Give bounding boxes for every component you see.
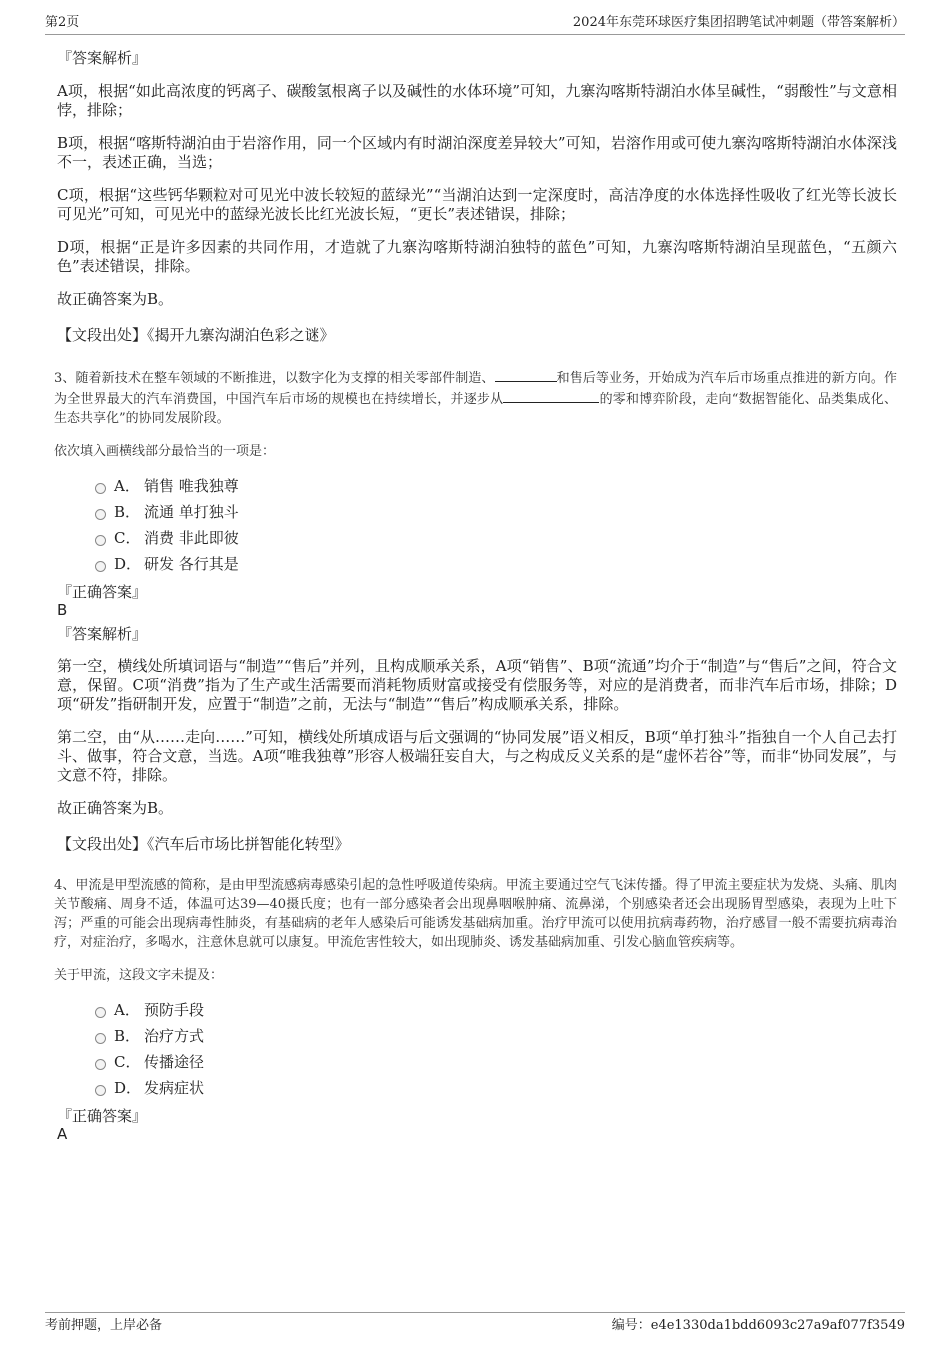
- analysis-paragraph: D项，根据“正是许多因素的共同作用，才造就了九寨沟喀斯特湖泊独特的蓝色”可知，九寨沟喀斯特湖泊呈现蓝色，“五颜六色”表述错误，排除。: [57, 238, 897, 275]
- option-b[interactable]: [95, 499, 897, 525]
- conclusion: 故正确答案为B。: [57, 799, 174, 817]
- option-list: [95, 473, 897, 577]
- analysis-paragraph: C项，根据“这些钙华颗粒对可见光中波长较短的蓝绿光”“当湖泊达到一定深度时，高洁净度的水体选择性吸收了红光等长波长可见光”可知，可见光中的蓝绿光波长比红光波长短，“更长”表述错误，排除；: [57, 186, 897, 223]
- option-text: 预防手段: [144, 1001, 205, 1019]
- radio-icon[interactable]: [95, 1033, 106, 1044]
- option-letter: D．: [114, 1079, 142, 1097]
- option-d[interactable]: [95, 551, 897, 577]
- option-c[interactable]: [95, 525, 897, 551]
- option-text: 流通 单打独斗: [144, 503, 239, 521]
- question-prompt: 关于甲流，这段文字未提及：: [54, 968, 224, 983]
- question-text-part: 3、随着新技术在整车领域的不断推进，以数字化为支撑的相关零部件制造、: [54, 371, 495, 386]
- question-text: 4、甲流是甲型流感的简称，是由甲型流感病毒感染引起的急性呼吸道传染病。甲流主要通过空气飞沫传播。得了甲流主要症状为发烧、头痛、肌肉关节酸痛、周身不适，体温可达39—40摄氏度；也有一部分感染者会出现鼻咽喉肿痛、流鼻涕，个别感染者还会出现肠胃型感染，表现为上吐下泻；严重的可能会出现病毒性肺炎，有基础病的老年人感染后可能诱发基础病加重。治疗甲流可以使用抗病毒药物，治疗感冒一般不需要抗病毒治疗，对症治疗，多喝水，注意休息就可以康复。甲流危害性较大，如出现肺炎、诱发基础病加重、引发心脑血管疾病等。: [54, 878, 897, 950]
- fill-blank: [495, 367, 557, 382]
- document-code: 编号：e4e1330da1bdd6093c27a9af077f3549: [611, 1318, 905, 1333]
- footer-note: 考前押题，上岸必备: [45, 1318, 163, 1333]
- correct-answer-label: 『正确答案』: [57, 583, 148, 601]
- document-title: 2024年东莞环球医疗集团招聘笔试冲刺题（带答案解析）: [572, 15, 905, 30]
- option-text: 消费 非此即彼: [144, 529, 239, 547]
- option-a[interactable]: [95, 473, 897, 499]
- option-a[interactable]: [95, 997, 897, 1023]
- analysis-paragraph: 第一空，横线处所填词语与“制造”“售后”并列，且构成顺承关系，A项“销售”、B项“流通”均介于“制造”与“售后”之间，符合文意，保留。C项“消费”指为了生产或生活需要而消耗物质财富或接受有偿服务等，对应的是消费者，而非汽车后市场，排除；D项“研发”指研制开发，应置于“制造”之前，无法与“制造”“售后”构成顺承关系，排除。: [57, 657, 897, 713]
- option-text: 发病症状: [144, 1079, 205, 1097]
- radio-icon[interactable]: [95, 509, 106, 520]
- radio-icon[interactable]: [95, 1085, 106, 1096]
- page-content: [54, 44, 897, 1143]
- fill-blank: [503, 388, 599, 403]
- radio-icon[interactable]: [95, 1059, 106, 1070]
- radio-icon[interactable]: [95, 483, 106, 494]
- conclusion: 故正确答案为B。: [57, 290, 174, 308]
- question-4: [54, 876, 897, 1143]
- correct-answer: B: [57, 601, 68, 619]
- page-footer: [45, 1312, 905, 1335]
- question-text-part: 和售后等业务，开始成为汽车后市场重点推进的新方向。作为全世界最大的汽车消费国，中国汽车后市场的规模也在持续增长，并逐步从: [54, 371, 897, 407]
- option-text: 销售 唯我独尊: [144, 477, 239, 495]
- question-prompt: 依次填入画横线部分最恰当的一项是：: [54, 444, 276, 459]
- option-letter: A．: [114, 477, 140, 495]
- source-citation: 【文段出处】《揭开九寨沟湖泊色彩之谜》: [57, 326, 335, 344]
- option-letter: C．: [114, 1053, 141, 1071]
- radio-icon[interactable]: [95, 535, 106, 546]
- correct-answer-label: 『正确答案』: [57, 1107, 148, 1125]
- radio-icon[interactable]: [95, 561, 106, 572]
- option-letter: D．: [114, 555, 142, 573]
- analysis-label: 『答案解析』: [57, 49, 148, 67]
- option-text: 研发 各行其是: [144, 555, 239, 573]
- option-c[interactable]: [95, 1049, 897, 1075]
- option-text: 传播途径: [144, 1053, 205, 1071]
- option-letter: B．: [114, 503, 141, 521]
- option-list: [95, 997, 897, 1101]
- source-citation: 【文段出处】《汽车后市场比拼智能化转型》: [57, 835, 350, 853]
- option-b[interactable]: [95, 1023, 897, 1049]
- page-number: 第2页: [45, 15, 80, 30]
- option-text: 治疗方式: [144, 1027, 205, 1045]
- question-text-part: 的零和博弈阶段，走向“数据智能化、品类集成化、生态共享化”的协同发展阶段。: [54, 392, 897, 426]
- correct-answer: A: [57, 1125, 68, 1143]
- page-header: [45, 12, 905, 35]
- option-d[interactable]: [95, 1075, 897, 1101]
- radio-icon[interactable]: [95, 1007, 106, 1018]
- analysis-paragraph: 第二空，由“从……走向……”可知，横线处所填成语与后文强调的“协同发展”语义相反，B项“单打独斗”指独自一个人自己去打斗、做事，符合文意，当选。A项“唯我独尊”形容人极端狂妄自大，与之构成反义关系的是“虚怀若谷”等，而非“协同发展”，与文意不符，排除。: [57, 728, 897, 784]
- option-letter: A．: [114, 1001, 140, 1019]
- analysis-label: 『答案解析』: [57, 625, 148, 643]
- option-letter: B．: [114, 1027, 141, 1045]
- question-text: [54, 367, 897, 428]
- analysis-paragraph: B项，根据“喀斯特湖泊由于岩溶作用，同一个区域内有时湖泊深度差异较大”可知，岩溶作用或可使九寨沟喀斯特湖泊水体深浅不一，表述正确，当选；: [57, 134, 897, 171]
- analysis-paragraph: A项，根据“如此高浓度的钙离子、碳酸氢根离子以及碱性的水体环境”可知，九寨沟喀斯特湖泊水体呈碱性，“弱酸性”与文意相悖，排除；: [57, 82, 897, 119]
- section-previous-analysis: [57, 48, 897, 345]
- option-letter: C．: [114, 529, 141, 547]
- question-3: [54, 367, 897, 854]
